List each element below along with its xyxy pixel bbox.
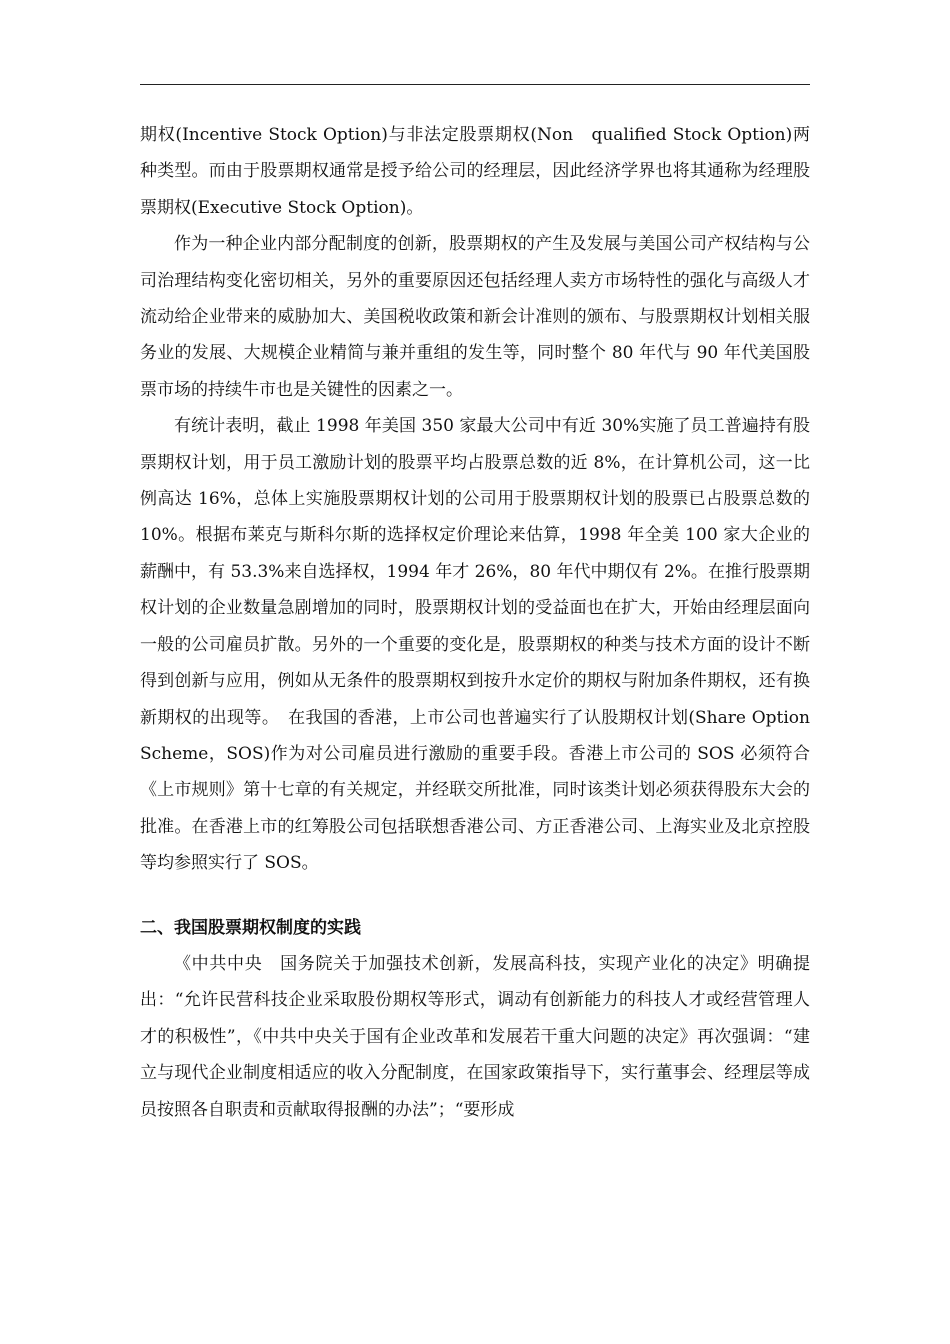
paragraph-origin-of-stock-options: 作为一种企业内部分配制度的创新，股票期权的产生及发展与美国公司产权结构与公司治理结构变化密切相关，另外的重要原因还包括经理人卖方市场特性的强化与高级人才流动给企业带来的威胁加大、美国税收政策和新会计准则的颁布、与股票期权计划相关服务业的发展、大规模企业精简与兼并重组的发生等，同时整个 80 年代与 90 年代美国股票市场的持续牛市也是关键性的因素之一。 — [140, 234, 810, 400]
header-rule — [140, 84, 810, 85]
paragraph-statistics: 有统计表明，截止 1998 年美国 350 家最大公司中有近 30%实施了员工普遍持有股票期权计划，用于员工激励计划的股票平均占股票总数的近 8%，在计算机公司，这一比例高达 16%，总体上实施股票期权计划的公司用于股票期权计划的股票已占股票总数的 10%。根据布莱克与斯科尔斯的选择权定价理论来估算，1998 年全美 100 家大企业的薪酬中，有 53.3%来自选择权，1994 年才 26%，80 年代中期仅有 2%。在推行股票期权计划的企业数量急剧增加的同时，股票期权计划的受益面也在扩大，开始由经理层面向一般的公司雇员扩散。另外的一个重要的变化是，股票期权的种类与技术方面的设计不断得到创新与应用，例如从无条件的股票期权到按升水定价的期权与附加条件期权，还有换新期权的出现等。 在我国的香港，上市公司也普遍实行了认股期权计划(Share Option Scheme，SOS)作为对公司雇员进行激励的重要手段。香港上市公司的 SOS 必须符合《上市规则》第十七章的有关规定，并经联交所批准，同时该类计划必须获得股东大会的批准。在香港上市的红筹股公司包括联想香港公司、方正香港公司、上海实业及北京控股等均参照实行了 SOS。 — [140, 416, 810, 874]
paragraph-china-practice: 《中共中央 国务院关于加强技术创新，发展高科技，实现产业化的决定》明确提出：“允许民营科技企业采取股份期权等形式，调动有创新能力的科技人才或经营管理人才的积极性”，《中共中央关于国有企业改革和发展若干重大问题的决定》再次强调：“建立与现代企业制度相适应的收入分配制度，在国家政策指导下，实行董事会、经理层等成员按照各自职责和贡献取得报酬的办法”；“要形成 — [140, 953, 810, 1120]
document-body — [140, 117, 810, 1128]
section-heading: 二、我国股票期权制度的实践 — [140, 917, 361, 938]
paragraph-stock-option-types: 期权(Incentive Stock Option)与非法定股票期权(Non qualified Stock Option)两种类型。而由于股票期权通常是授予给公司的经理层，因此经济学界也将其通称为经理股票期权(Executive Stock Option)。 — [140, 125, 810, 218]
